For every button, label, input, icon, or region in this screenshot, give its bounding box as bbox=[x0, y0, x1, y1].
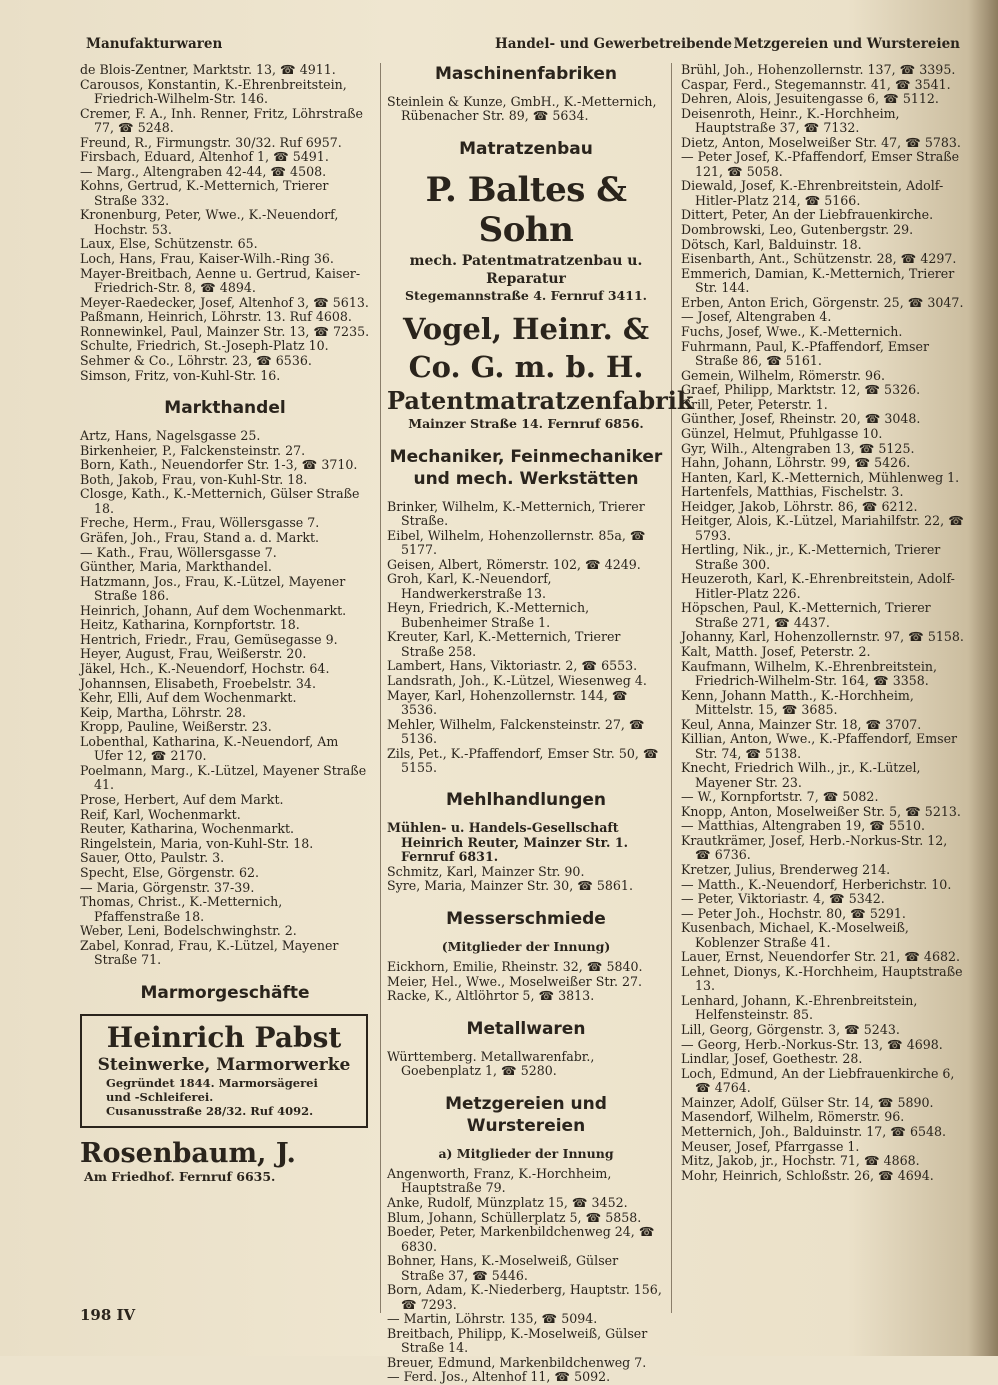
list-item: Knecht, Friedrich Wilh., jr., K.-Lützel, Mayener Str. 23. bbox=[681, 760, 921, 790]
entries-markthandel bbox=[80, 429, 370, 968]
list-item: Freund, R., Firmungstr. 30/32. Ruf 6957. bbox=[80, 134, 342, 150]
list-item: Steinlein & Kunze, GmbH., K.-Metternich, Rübenacher Str. 89, ☎ 5634. bbox=[387, 94, 657, 124]
list-item: — Peter Josef, K.-Pfaffendorf, Emser Straße 121, ☎ 5058. bbox=[681, 149, 960, 179]
list-item: Knopp, Anton, Moselweißer Str. 5, ☎ 5213. bbox=[681, 803, 961, 819]
list-item: Heitz, Katharina, Kornpfortstr. 18. bbox=[80, 617, 300, 633]
column-right bbox=[681, 63, 964, 1183]
list-item: Dehren, Alois, Jesuitengasse 6, ☎ 5112. bbox=[681, 91, 939, 107]
list-item: Anke, Rudolf, Münzplatz 15, ☎ 3452. bbox=[387, 1195, 628, 1211]
list-item: Born, Kath., Neuendorfer Str. 1-3, ☎ 3710. bbox=[80, 457, 358, 473]
list-item: Heinrich, Johann, Auf dem Wochenmarkt. bbox=[80, 602, 347, 618]
list-item: Hertling, Nik., jr., K.-Metternich, Trierer Straße 300. bbox=[681, 542, 941, 572]
list-item: Breitbach, Philipp, K.-Moselweiß, Gülser Straße 14. bbox=[387, 1325, 648, 1356]
list-item: — Peter, Viktoriastr. 4, ☎ 5342. bbox=[681, 891, 885, 907]
messer-subheading: (Mitglieder der Innung) bbox=[441, 938, 611, 954]
list-item: Emmerich, Damian, K.-Metternich, Trierer Str. 144. bbox=[681, 265, 955, 296]
list-item: Reuter, Katharina, Wochenmarkt. bbox=[80, 821, 295, 837]
advert-rosenbaum-address: Am Friedhof. Fernruf 6635. bbox=[84, 1168, 276, 1184]
entries-manufaktur bbox=[80, 63, 370, 383]
list-item: Höpschen, Paul, K.-Metternich, Trierer Straße 271, ☎ 4437. bbox=[681, 600, 931, 630]
list-item: Meyer-Raedecker, Josef, Altenhof 3, ☎ 5613. bbox=[80, 294, 369, 310]
list-item: Heyn, Friedrich, K.-Metternich, Bubenheimer Straße 1. bbox=[387, 600, 590, 630]
list-item: Hatzmann, Jos., Frau, K.-Lützel, Mayener Straße 186. bbox=[80, 573, 346, 604]
list-item: Kalt, Matth. Josef, Peterstr. 2. bbox=[681, 644, 871, 660]
section-heading-marmor: Marmorgeschäfte bbox=[140, 982, 310, 1003]
section-heading-matratzen: Matratzenbau bbox=[459, 138, 593, 159]
list-item: Grill, Peter, Peterstr. 1. bbox=[681, 396, 828, 412]
entries-mehl bbox=[387, 821, 665, 893]
advert-pabst bbox=[80, 1014, 368, 1128]
header-left: Manufakturwaren bbox=[86, 36, 223, 52]
list-item: Krautkrämer, Josef, Herb.-Norkus-Str. 12, ☎ 6736. bbox=[681, 833, 948, 863]
list-item: Keul, Anna, Mainzer Str. 18, ☎ 3707. bbox=[681, 716, 922, 732]
list-item: Schulte, Friedrich, St.-Joseph-Platz 10. bbox=[80, 338, 329, 354]
advert-pabst-name: Heinrich Pabst bbox=[106, 1020, 342, 1054]
list-item: Born, Adam, K.-Niederberg, Hauptstr. 156, ☎ 7293. bbox=[387, 1282, 662, 1312]
section-heading-metall: Metallwaren bbox=[466, 1018, 586, 1039]
header-right: Metzgereien und Wurstereien bbox=[733, 36, 960, 52]
list-item: Fuchs, Josef, Wwe., K.-Metternich. bbox=[681, 323, 903, 339]
list-item: Graef, Philipp, Marktstr. 12, ☎ 5326. bbox=[681, 382, 921, 398]
list-item: — W., Kornpfortstr. 7, ☎ 5082. bbox=[681, 789, 879, 805]
list-item: Poelmann, Marg., K.-Lützel, Mayener Straße 41. bbox=[80, 763, 367, 793]
entries-messer bbox=[387, 960, 665, 1004]
list-item: Kretzer, Julius, Brenderweg 214. bbox=[681, 862, 891, 878]
list-item: Loch, Edmund, An der Liebfrauenkirche 6, ☎ 4764. bbox=[681, 1065, 955, 1096]
list-item: Simson, Fritz, von-Kuhl-Str. 16. bbox=[80, 367, 281, 383]
list-item: Hanten, Karl, K.-Metternich, Mühlenweg 1. bbox=[681, 469, 960, 485]
entries-mechaniker bbox=[387, 500, 665, 776]
advert-baltes-line3: Stegemannstraße 4. Fernruf 3411. bbox=[404, 287, 647, 303]
list-item: Birkenheier, P., Falckensteinstr. 27. bbox=[80, 442, 306, 458]
list-item: — Martin, Löhrstr. 135, ☎ 5094. bbox=[387, 1311, 598, 1327]
list-item: Lill, Georg, Görgenstr. 3, ☎ 5243. bbox=[681, 1022, 900, 1037]
list-item: Reif, Karl, Wochenmarkt. bbox=[80, 806, 241, 822]
advert-pabst-line3: Gegründet 1844. Marmorsägerei bbox=[106, 1075, 318, 1090]
list-item: Kehr, Elli, Auf dem Wochenmarkt. bbox=[80, 690, 297, 706]
list-item: Günzel, Helmut, Pfuhlgasse 10. bbox=[681, 425, 883, 441]
section-heading-mehl: Mehlhandlungen bbox=[445, 790, 607, 811]
entries-metall bbox=[387, 1050, 665, 1079]
list-item: Eibel, Wilhelm, Hohenzollernstr. 85a, ☎ 5177. bbox=[387, 527, 646, 558]
section-heading-messer: Messerschmiede bbox=[446, 908, 606, 929]
list-item: Meuser, Josef, Pfarrgasse 1. bbox=[681, 1138, 860, 1154]
list-item: — Ferd. Jos., Altenhof 11, ☎ 5092. bbox=[387, 1369, 611, 1385]
advert-baltes-name: P. Baltes & Sohn bbox=[425, 169, 627, 250]
list-item: Johannsen, Elisabeth, Froebelstr. 34. bbox=[80, 675, 316, 691]
list-item: Mayer, Karl, Hohenzollernstr. 144, ☎ 3536. bbox=[387, 687, 628, 717]
list-item: Meier, Hel., Wwe., Moselweißer Str. 27. bbox=[387, 973, 643, 989]
list-item: Lambert, Hans, Viktoriastr. 2, ☎ 6553. bbox=[387, 658, 638, 674]
list-item: Loch, Hans, Frau, Kaiser-Wilh.-Ring 36. bbox=[80, 250, 334, 266]
list-item: Boeder, Peter, Markenbildchenweg 24, ☎ 6830. bbox=[387, 1224, 655, 1254]
advert-baltes-line2: mech. Patentmatratzenbau u. Reparatur bbox=[409, 252, 643, 287]
list-item: Dötsch, Karl, Balduinstr. 18. bbox=[681, 236, 862, 252]
list-item: Gräfen, Joh., Frau, Stand a. d. Markt. bbox=[80, 529, 320, 545]
list-item: Württemberg. Metallwarenfabr., Goebenplatz 1, ☎ 5280. bbox=[387, 1048, 595, 1079]
list-item: — Peter Joh., Hochstr. 80, ☎ 5291. bbox=[681, 905, 906, 921]
list-item: Kropp, Pauline, Weißerstr. 23. bbox=[80, 719, 272, 735]
section-heading-maschinen: Maschinenfabriken bbox=[435, 64, 617, 84]
advert-vogel-line2: Patentmatratzenfabrik bbox=[387, 385, 694, 415]
list-item: Günther, Josef, Rheinstr. 20, ☎ 3048. bbox=[681, 411, 921, 427]
entries-metzger-continued bbox=[681, 63, 964, 1183]
column-left bbox=[80, 63, 370, 1184]
list-item: Schmitz, Karl, Mainzer Str. 90. bbox=[387, 863, 585, 879]
list-item: Eisenbarth, Ant., Schützenstr. 28, ☎ 4297. bbox=[681, 251, 957, 267]
list-item: Artz, Hans, Nagelsgasse 25. bbox=[80, 427, 261, 443]
list-item: Günther, Maria, Markthandel. bbox=[80, 559, 272, 575]
metzger-subheading: a) Mitglieder der Innung bbox=[438, 1145, 614, 1161]
section-heading-metzger: Metzgereien und Wurstereien bbox=[445, 1093, 607, 1136]
list-item: Weber, Leni, Bodelschwinghstr. 2. bbox=[80, 923, 297, 939]
list-item: Lenhard, Johann, K.-Ehrenbreitstein, Helfensteinstr. 85. bbox=[681, 993, 918, 1023]
list-item: — Josef, Altengraben 4. bbox=[681, 309, 832, 325]
list-item: Syre, Maria, Mainzer Str. 30, ☎ 5861. bbox=[387, 878, 633, 894]
list-item: — Kath., Frau, Wöllersgasse 7. bbox=[80, 544, 277, 560]
list-item: Closge, Kath., K.-Metternich, Gülser Straße 18. bbox=[80, 486, 360, 516]
running-header bbox=[80, 34, 960, 56]
advert-vogel-name: Vogel, Heinr. & Co. G. m. b. H. bbox=[402, 311, 650, 384]
list-item: Geisen, Albert, Römerstr. 102, ☎ 4249. bbox=[387, 556, 641, 572]
advert-rosenbaum-name: Rosenbaum, J. bbox=[80, 1137, 296, 1169]
list-item: Killian, Anton, Wwe., K.-Pfaffendorf, Emser Str. 74, ☎ 5138. bbox=[681, 731, 958, 761]
list-item: Heidger, Jakob, Löhrstr. 86, ☎ 6212. bbox=[681, 498, 918, 514]
list-item: Heitger, Alois, K.-Lützel, Mariahilfstr. 22, ☎ 5793. bbox=[681, 513, 964, 543]
section-heading-markthandel: Markthandel bbox=[164, 397, 286, 418]
advert-vogel-line3: Mainzer Straße 14. Fernruf 6856. bbox=[408, 415, 644, 431]
list-item: — Matth., K.-Neuendorf, Herberichstr. 10. bbox=[681, 876, 952, 892]
list-item: Dittert, Peter, An der Liebfrauenkirche. bbox=[681, 207, 934, 223]
list-item: Jäkel, Hch., K.-Neuendorf, Hochstr. 64. bbox=[80, 661, 330, 677]
list-item: Hentrich, Friedr., Frau, Gemüsegasse 9. bbox=[80, 631, 338, 647]
advert-pabst-line5: Cusanusstraße 28/32. Ruf 4092. bbox=[106, 1103, 314, 1118]
list-item: Freche, Herm., Frau, Wöllersgasse 7. bbox=[80, 515, 320, 531]
list-item: Eickhorn, Emilie, Rheinstr. 32, ☎ 5840. bbox=[387, 959, 643, 975]
list-item: Mühlen- u. Handels-Gesellschaft Heinrich Reuter, Mainzer Str. 1. Fernruf 6831. bbox=[387, 820, 628, 865]
list-item: Lehnet, Dionys, K.-Horchheim, Hauptstraße 13. bbox=[681, 964, 963, 994]
list-item: Laux, Else, Schützenstr. 65. bbox=[80, 236, 258, 252]
list-item: Kronenburg, Peter, Wwe., K.-Neuendorf, Hochstr. 53. bbox=[80, 207, 339, 237]
list-item: Dietz, Anton, Moselweißer Str. 47, ☎ 5783. bbox=[681, 134, 961, 150]
list-item: Brinker, Wilhelm, K.-Metternich, Trierer Straße. bbox=[387, 498, 645, 529]
list-item: Paßmann, Heinrich, Löhrstr. 13. Ruf 4608. bbox=[80, 309, 352, 325]
advert-pabst-line4: und -Schleiferei. bbox=[106, 1089, 214, 1104]
list-item: — Maria, Görgenstr. 37-39. bbox=[80, 879, 255, 895]
list-item: Deisenroth, Heinr., K.-Horchheim, Hauptstraße 37, ☎ 7132. bbox=[681, 105, 900, 136]
list-item: Heuzeroth, Karl, K.-Ehrenbreitstein, Adolf-Hitler-Platz 226. bbox=[681, 571, 955, 601]
list-item: Brühl, Joh., Hohenzollernstr. 137, ☎ 3395. bbox=[681, 62, 956, 77]
list-item: Zils, Pet., K.-Pfaffendorf, Emser Str. 50, ☎ 5155. bbox=[387, 745, 659, 775]
list-item: Racke, K., Altlöhrtor 5, ☎ 3813. bbox=[387, 988, 595, 1004]
list-item: Ronnewinkel, Paul, Mainzer Str. 13, ☎ 7235. bbox=[80, 323, 370, 339]
column-middle bbox=[380, 63, 694, 1385]
list-item: Diewald, Josef, K.-Ehrenbreitstein, Adolf-Hitler-Platz 214, ☎ 5166. bbox=[681, 178, 944, 208]
list-item: Dombrowski, Leo, Gutenbergstr. 29. bbox=[681, 221, 914, 237]
list-item: Zabel, Konrad, Frau, K.-Lützel, Mayener Straße 71. bbox=[80, 937, 339, 968]
list-item: Carousos, Konstantin, K.-Ehrenbreitstein, Friedrich-Wilhelm-Str. 146. bbox=[80, 76, 347, 106]
list-item: Metternich, Joh., Balduinstr. 17, ☎ 6548. bbox=[681, 1123, 947, 1139]
list-item: Prose, Herbert, Auf dem Markt. bbox=[80, 792, 284, 808]
list-item: Hartenfels, Matthias, Fischelstr. 3. bbox=[681, 484, 904, 500]
list-item: Blum, Johann, Schüllerplatz 5, ☎ 5858. bbox=[387, 1209, 642, 1225]
advert-pabst-line2: Steinwerke, Marmorwerke bbox=[97, 1054, 351, 1075]
list-item: Kohns, Gertrud, K.-Metternich, Trierer Straße 332. bbox=[80, 178, 329, 208]
list-item: de Blois-Zentner, Marktstr. 13, ☎ 4911. bbox=[80, 62, 336, 77]
list-item: Hahn, Johann, Löhrstr. 99, ☎ 5426. bbox=[681, 455, 911, 471]
list-item: — Georg, Herb.-Norkus-Str. 13, ☎ 4698. bbox=[681, 1036, 943, 1052]
header-center: Handel- und Gewerbetreibende bbox=[495, 36, 732, 52]
list-item: Keip, Martha, Löhrstr. 28. bbox=[80, 704, 246, 720]
list-item: Masendorf, Wilhelm, Römerstr. 96. bbox=[681, 1109, 905, 1125]
list-item: Gyr, Wilh., Altengraben 13, ☎ 5125. bbox=[681, 440, 915, 456]
list-item: Cremer, F. A., Inh. Renner, Fritz, Löhrstraße 77, ☎ 5248. bbox=[80, 105, 363, 135]
section-heading-mechaniker: Mechaniker, Feinmechaniker und mech. Werkstätten bbox=[389, 446, 663, 489]
list-item: Bohner, Hans, K.-Moselweiß, Gülser Straße 37, ☎ 5446. bbox=[387, 1253, 619, 1283]
list-item: Breuer, Edmund, Markenbildchenweg 7. bbox=[387, 1354, 647, 1370]
list-item: Sauer, Otto, Paulstr. 3. bbox=[80, 850, 225, 866]
list-item: Angenworth, Franz, K.-Horchheim, Hauptstraße 79. bbox=[387, 1166, 612, 1196]
list-item: — Marg., Altengraben 42-44, ☎ 4508. bbox=[80, 163, 327, 179]
list-item: Mitz, Jakob, jr., Hochstr. 71, ☎ 4868. bbox=[681, 1153, 920, 1169]
list-item: Mohr, Heinrich, Schloßstr. 26, ☎ 4694. bbox=[681, 1167, 934, 1183]
list-item: Gemein, Wilhelm, Römerstr. 96. bbox=[681, 367, 886, 383]
list-item: Ringelstein, Maria, von-Kuhl-Str. 18. bbox=[80, 835, 314, 851]
list-item: Mainzer, Adolf, Gülser Str. 14, ☎ 5890. bbox=[681, 1094, 934, 1110]
list-item: Fuhrmann, Paul, K.-Pfaffendorf, Emser Straße 86, ☎ 5161. bbox=[681, 338, 929, 368]
entries-maschinen bbox=[387, 95, 665, 124]
list-item: Lobenthal, Katharina, K.-Neuendorf, Am Ufer 12, ☎ 2170. bbox=[80, 734, 339, 764]
list-item: Mehler, Wilhelm, Falckensteinstr. 27, ☎ 5136. bbox=[387, 716, 645, 746]
list-item: Landsrath, Joh., K.-Lützel, Wiesenweg 4. bbox=[387, 673, 647, 688]
list-item: Firsbach, Eduard, Altenhof 1, ☎ 5491. bbox=[80, 149, 329, 165]
list-item: Specht, Else, Görgenstr. 62. bbox=[80, 865, 259, 880]
list-item: Johanny, Karl, Hohenzollernstr. 97, ☎ 5158. bbox=[681, 629, 964, 645]
list-item: Kaufmann, Wilhelm, K.-Ehrenbreitstein, Friedrich-Wilhelm-Str. 164, ☎ 3358. bbox=[681, 658, 937, 689]
list-item: Thomas, Christ., K.-Metternich, Pfaffenstraße 18. bbox=[80, 894, 283, 924]
list-item: Lindlar, Josef, Goethestr. 28. bbox=[681, 1051, 863, 1067]
page-number: 198 IV bbox=[80, 1306, 136, 1324]
list-item: Groh, Karl, K.-Neuendorf, Handwerkerstraße 13. bbox=[387, 571, 552, 601]
list-item: Both, Jakob, Frau, von-Kuhl-Str. 18. bbox=[80, 471, 308, 487]
list-item: Erben, Anton Erich, Görgenstr. 25, ☎ 3047. bbox=[681, 294, 964, 310]
list-item: Heyer, August, Frau, Weißerstr. 20. bbox=[80, 646, 307, 662]
list-item: — Matthias, Altengraben 19, ☎ 5510. bbox=[681, 818, 925, 834]
list-item: Kusenbach, Michael, K.-Moselweiß, Koblenzer Straße 41. bbox=[681, 920, 909, 950]
entries-metzger bbox=[387, 1167, 665, 1385]
list-item: Sehmer & Co., Löhrstr. 23, ☎ 6536. bbox=[80, 352, 312, 368]
list-item: Caspar, Ferd., Stegemannstr. 41, ☎ 3541. bbox=[681, 76, 951, 92]
list-item: Mayer-Breitbach, Aenne u. Gertrud, Kaiser-Friedrich-Str. 8, ☎ 4894. bbox=[80, 265, 361, 295]
list-item: Lauer, Ernst, Neuendorfer Str. 21, ☎ 4682. bbox=[681, 949, 960, 965]
list-item: Kreuter, Karl, K.-Metternich, Trierer Straße 258. bbox=[387, 629, 621, 659]
list-item: Kenn, Johann Matth., K.-Horchheim, Mittelstr. 15, ☎ 3685. bbox=[681, 687, 914, 718]
